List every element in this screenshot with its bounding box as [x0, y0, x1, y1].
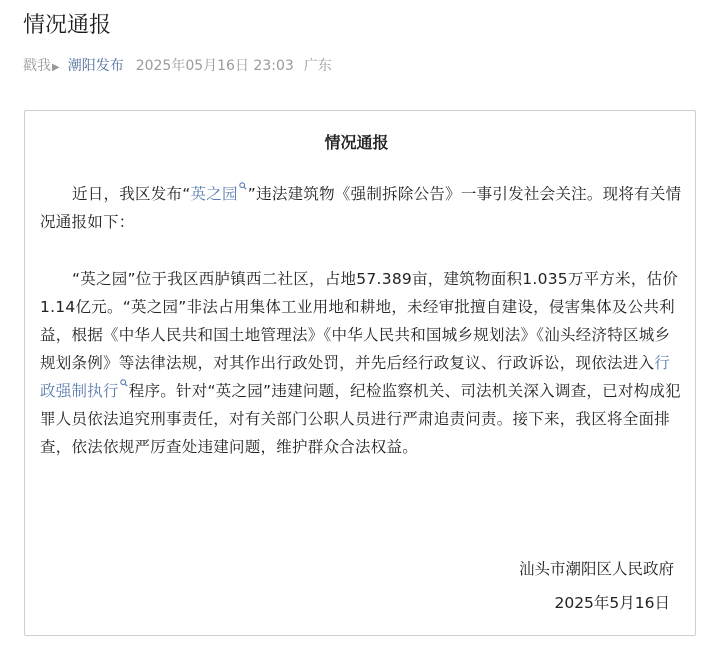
publish-datetime: 2025年05月16日 23:03: [135, 58, 294, 74]
author-link[interactable]: 潮阳发布: [67, 58, 124, 74]
search-link-yingzhiyuan[interactable]: 英之园: [190, 185, 238, 203]
follow-prefix[interactable]: 戳我: [23, 58, 51, 74]
search-icon[interactable]: [239, 182, 247, 190]
paragraph-2-text-b: 程序。针对“英之园”违建问题，纪检监察机关、司法机关深入调查，已对构成犯罪人员依法追究刑事责任，对有关部门公职人员进行严肃追责问责。接下来，我区将全面排查，依法依规严厉查处违建问题，维护群众合法权益。: [40, 382, 681, 456]
follow-link[interactable]: [23, 58, 60, 74]
paragraph-2-text-a: “英之园”位于我区西胪镇西二社区，占地57.389亩，建筑物面积1.035万平方米，估价1.14亿元。“英之园”非法占用集体工业用地和耕地，未经审批擅自建设，侵害集体及公共利益，根据《中华人民共和国土地管理法》《中华人民共和国城乡规划法》《汕头经济特区城乡规划条例》等法律法规，对其作出行政处罚，并先后经行政复议、行政诉讼，现依法进入: [40, 270, 679, 372]
notice-paragraph-2: [40, 265, 682, 461]
paragraph-1-text-b: ”违法建筑物《强制拆除公告》一事引发社会关注。现将有关情况通报如下：: [40, 185, 682, 231]
article-meta: [23, 55, 332, 79]
signature-date: 2025年5月16日: [554, 594, 670, 612]
paragraph-1-text-a: 近日，我区发布“: [72, 185, 191, 203]
signature-organization: 汕头市潮阳区人民政府: [518, 560, 674, 578]
search-link-enforcement[interactable]: 行政强制执行: [40, 354, 671, 400]
notice-title: 情况通报: [324, 133, 389, 152]
play-arrow-icon[interactable]: ▶: [52, 62, 60, 73]
publish-location: 广东: [303, 58, 332, 74]
search-icon[interactable]: [120, 379, 128, 387]
notice-paragraph-1: [40, 180, 682, 236]
page-title: 情况通报: [23, 13, 112, 38]
